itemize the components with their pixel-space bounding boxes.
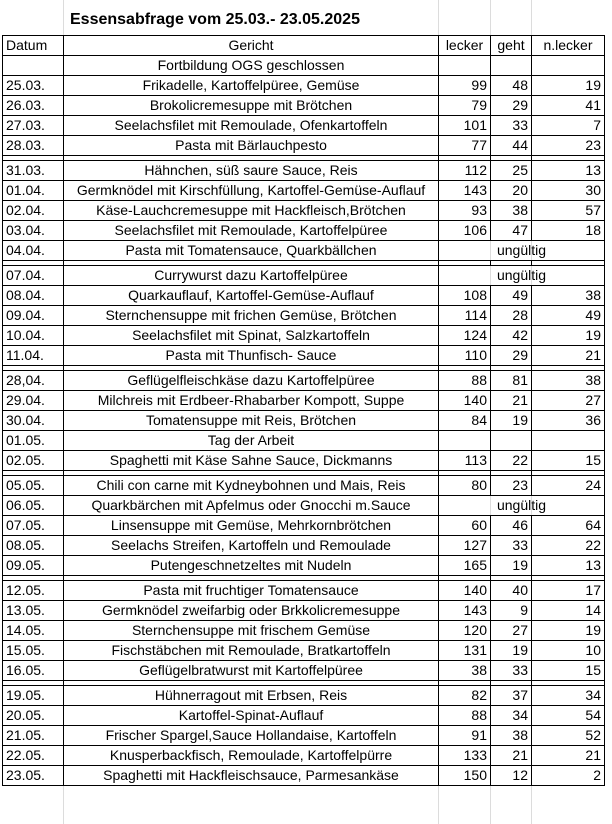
bad-cell[interactable]: 13 <box>532 556 605 576</box>
bad-cell[interactable]: 21 <box>532 346 605 366</box>
good-cell[interactable]: 82 <box>439 686 491 706</box>
meal-cell[interactable]: Milchreis mit Erdbeer-Rhabarber Kompott, Suppe <box>64 391 439 411</box>
ok-cell[interactable]: 19 <box>491 641 532 661</box>
table-row <box>3 451 605 471</box>
header-date[interactable]: Datum <box>3 36 64 56</box>
bad-cell[interactable]: 13 <box>532 161 605 181</box>
table-row <box>3 286 605 306</box>
date-cell[interactable]: 28,04. <box>3 371 64 391</box>
date-cell[interactable]: 04.04. <box>3 241 64 261</box>
ok-cell[interactable]: 37 <box>491 686 532 706</box>
bad-cell[interactable]: 7 <box>532 116 605 136</box>
ok-cell[interactable]: 22 <box>491 451 532 471</box>
meal-cell[interactable]: Pasta mit fruchtiger Tomatensauce <box>64 581 439 601</box>
meal-cell[interactable]: Putengeschnetzeltes mit Nudeln <box>64 556 439 576</box>
ok-cell[interactable]: 33 <box>491 536 532 556</box>
status-cell[interactable]: ungültig <box>439 496 605 516</box>
meal-cell[interactable]: Germknödel zweifarbig oder Brkkolicremesuppe <box>64 601 439 621</box>
date-cell[interactable]: 10.04. <box>3 326 64 346</box>
table-row <box>3 346 605 366</box>
meal-cell[interactable]: Frischer Spargel,Sauce Hollandaise, Kartoffeln <box>64 726 439 746</box>
table-row <box>3 746 605 766</box>
good-cell[interactable]: 101 <box>439 116 491 136</box>
date-cell[interactable]: 01.04. <box>3 181 64 201</box>
date-cell[interactable]: 08.05. <box>3 536 64 556</box>
bad-cell[interactable]: 57 <box>532 201 605 221</box>
date-cell[interactable]: 06.05. <box>3 496 64 516</box>
ok-cell[interactable]: 33 <box>491 661 532 681</box>
meal-cell[interactable]: Knusperbackfisch, Remoulade, Kartoffelpürre <box>64 746 439 766</box>
ok-cell[interactable]: 27 <box>491 621 532 641</box>
ok-cell[interactable]: 20 <box>491 181 532 201</box>
table-row <box>3 116 605 136</box>
date-cell[interactable]: 08.04. <box>3 286 64 306</box>
table-row <box>3 241 605 261</box>
date-cell[interactable]: 09.04. <box>3 306 64 326</box>
date-cell[interactable]: 09.05. <box>3 556 64 576</box>
ok-cell[interactable]: 28 <box>491 306 532 326</box>
meal-cell[interactable]: Hähnchen, süß saure Sauce, Reis <box>64 161 439 181</box>
ok-cell[interactable]: 25 <box>491 161 532 181</box>
meal-cell[interactable]: Quarkbärchen mit Apfelmus oder Gnocchi m.Sauce <box>64 496 439 516</box>
ok-cell[interactable]: 19 <box>491 556 532 576</box>
sheet-title: Essensabfrage vom 25.03.- 23.05.2025 <box>70 11 360 28</box>
table-row <box>3 56 605 76</box>
ok-cell[interactable] <box>491 56 532 76</box>
bad-cell[interactable]: 10 <box>532 641 605 661</box>
table-row <box>3 621 605 641</box>
meal-cell[interactable]: Seelachsfilet mit Remoulade, Kartoffelpüree <box>64 221 439 241</box>
table-row <box>3 516 605 536</box>
bad-cell[interactable]: 64 <box>532 516 605 536</box>
header-bad[interactable]: n.lecker <box>532 36 605 56</box>
note-cell[interactable]: Fortbildung OGS geschlossen <box>64 56 439 76</box>
bad-cell[interactable]: 19 <box>532 76 605 96</box>
date-cell[interactable]: 27.03. <box>3 116 64 136</box>
good-cell[interactable]: 108 <box>439 286 491 306</box>
table-row <box>3 556 605 576</box>
meal-cell[interactable]: Germknödel mit Kirschfüllung, Kartoffel-Gemüse-Auflauf <box>64 181 439 201</box>
good-cell[interactable]: 88 <box>439 706 491 726</box>
ok-cell[interactable]: 38 <box>491 201 532 221</box>
ok-cell[interactable]: 81 <box>491 371 532 391</box>
date-cell[interactable]: 23.05. <box>3 766 64 786</box>
table-row <box>3 661 605 681</box>
meal-cell[interactable]: Spaghetti mit Käse Sahne Sauce, Dickmanns <box>64 451 439 471</box>
meal-cell[interactable]: Sternchensuppe mit frichen Gemüse, Brötchen <box>64 306 439 326</box>
table-row <box>3 641 605 661</box>
ok-cell[interactable]: 21 <box>491 746 532 766</box>
meal-cell[interactable]: Spaghetti mit Hackfleischsauce, Parmesankäse <box>64 766 439 786</box>
table-row <box>3 326 605 346</box>
table-row <box>3 221 605 241</box>
bad-cell[interactable]: 34 <box>532 686 605 706</box>
ok-cell[interactable]: 21 <box>491 391 532 411</box>
date-cell[interactable]: 21.05. <box>3 726 64 746</box>
date-cell[interactable]: 12.05. <box>3 581 64 601</box>
table-row <box>3 371 605 391</box>
good-cell[interactable]: 143 <box>439 181 491 201</box>
good-cell[interactable]: 38 <box>439 661 491 681</box>
date-cell[interactable]: 07.04. <box>3 266 64 286</box>
good-cell[interactable]: 120 <box>439 621 491 641</box>
table-row <box>3 181 605 201</box>
table-row <box>3 496 605 516</box>
bad-cell[interactable]: 19 <box>532 326 605 346</box>
ok-cell[interactable]: 47 <box>491 221 532 241</box>
ok-cell[interactable]: 42 <box>491 326 532 346</box>
ok-cell[interactable]: 44 <box>491 136 532 156</box>
ok-cell[interactable]: 29 <box>491 346 532 366</box>
meal-cell[interactable]: Pasta mit Tomatensauce, Quarkbällchen <box>64 241 439 261</box>
date-cell[interactable]: 25.03. <box>3 76 64 96</box>
ok-cell[interactable]: 9 <box>491 601 532 621</box>
bad-cell[interactable]: 19 <box>532 621 605 641</box>
table-row <box>3 201 605 221</box>
bad-cell[interactable]: 24 <box>532 476 605 496</box>
table-row <box>3 601 605 621</box>
table-row <box>3 726 605 746</box>
meal-cell[interactable]: Tomatensuppe mit Reis, Brötchen <box>64 411 439 431</box>
date-cell[interactable]: 05.05. <box>3 476 64 496</box>
table-row <box>3 411 605 431</box>
good-cell[interactable]: 91 <box>439 726 491 746</box>
good-cell[interactable]: 150 <box>439 766 491 786</box>
date-cell[interactable]: 26.03. <box>3 96 64 116</box>
ok-cell[interactable]: 12 <box>491 766 532 786</box>
meal-cell[interactable]: Brokolicremesuppe mit Brötchen <box>64 96 439 116</box>
meal-cell[interactable]: Frikadelle, Kartoffelpüree, Gemüse <box>64 76 439 96</box>
ok-cell[interactable]: 38 <box>491 726 532 746</box>
bad-cell[interactable]: 14 <box>532 601 605 621</box>
header-meal[interactable]: Gericht <box>64 36 439 56</box>
date-cell[interactable]: 02.04. <box>3 201 64 221</box>
ok-cell[interactable]: 48 <box>491 76 532 96</box>
bad-cell[interactable]: 30 <box>532 181 605 201</box>
meal-cell[interactable]: Geflügelbratwurst mit Kartoffelpüree <box>64 661 439 681</box>
ok-cell[interactable]: 33 <box>491 116 532 136</box>
good-cell[interactable]: 88 <box>439 371 491 391</box>
bad-cell[interactable]: 21 <box>532 746 605 766</box>
date-cell[interactable]: 20.05. <box>3 706 64 726</box>
good-cell[interactable]: 84 <box>439 411 491 431</box>
date-cell[interactable]: 19.05. <box>3 686 64 706</box>
date-cell[interactable]: 07.05. <box>3 516 64 536</box>
ok-cell[interactable]: 46 <box>491 516 532 536</box>
date-cell[interactable]: 03.04. <box>3 221 64 241</box>
good-cell[interactable]: 127 <box>439 536 491 556</box>
table-row <box>3 266 605 286</box>
date-cell[interactable]: 31.03. <box>3 161 64 181</box>
table-row <box>3 391 605 411</box>
bad-cell[interactable]: 54 <box>532 706 605 726</box>
table-row <box>3 136 605 156</box>
bad-cell[interactable]: 27 <box>532 391 605 411</box>
meal-cell[interactable]: Kartoffel-Spinat-Auflauf <box>64 706 439 726</box>
table-row <box>3 686 605 706</box>
meal-cell[interactable]: Pasta mit Thunfisch- Sauce <box>64 346 439 366</box>
meal-cell[interactable]: Currywurst dazu Kartoffelpüree <box>64 266 439 286</box>
good-cell[interactable]: 124 <box>439 326 491 346</box>
good-cell[interactable]: 110 <box>439 346 491 366</box>
bad-cell[interactable]: 38 <box>532 286 605 306</box>
date-cell[interactable]: 30.04. <box>3 411 64 431</box>
good-cell[interactable]: 60 <box>439 516 491 536</box>
table-row <box>3 581 605 601</box>
ok-cell[interactable]: 49 <box>491 286 532 306</box>
bad-cell[interactable] <box>532 431 605 451</box>
meal-cell[interactable]: Seelachs Streifen, Kartoffeln und Remoulade <box>64 536 439 556</box>
good-cell[interactable] <box>439 56 491 76</box>
status-cell[interactable]: ungültig <box>439 241 605 261</box>
bad-cell[interactable]: 41 <box>532 96 605 116</box>
date-cell[interactable]: 14.05. <box>3 621 64 641</box>
good-cell[interactable] <box>439 431 491 451</box>
date-cell[interactable]: 13.05. <box>3 601 64 621</box>
bad-cell[interactable]: 38 <box>532 371 605 391</box>
ok-cell[interactable]: 23 <box>491 476 532 496</box>
bad-cell[interactable]: 15 <box>532 661 605 681</box>
table-row <box>3 161 605 181</box>
bad-cell[interactable]: 22 <box>532 536 605 556</box>
good-cell[interactable]: 133 <box>439 746 491 766</box>
table-row <box>3 76 605 96</box>
meal-survey-table <box>2 35 605 786</box>
bad-cell[interactable]: 18 <box>532 221 605 241</box>
bad-cell[interactable]: 15 <box>532 451 605 471</box>
header-row <box>3 36 605 56</box>
meal-cell[interactable]: Chili con carne mit Kydneybohnen und Mais, Reis <box>64 476 439 496</box>
bad-cell[interactable]: 49 <box>532 306 605 326</box>
table-row <box>3 766 605 786</box>
date-cell[interactable]: 28.03. <box>3 136 64 156</box>
good-cell[interactable]: 114 <box>439 306 491 326</box>
table-row <box>3 306 605 326</box>
status-cell[interactable]: ungültig <box>439 266 605 286</box>
date-cell[interactable]: 22.05. <box>3 746 64 766</box>
good-cell[interactable]: 93 <box>439 201 491 221</box>
bad-cell[interactable] <box>532 56 605 76</box>
table-row <box>3 476 605 496</box>
ok-cell[interactable]: 34 <box>491 706 532 726</box>
meal-cell[interactable]: Sternchensuppe mit frischem Gemüse <box>64 621 439 641</box>
ok-cell[interactable]: 29 <box>491 96 532 116</box>
meal-cell[interactable]: Seelachsfilet mit Spinat, Salzkartoffeln <box>64 326 439 346</box>
date-cell[interactable]: 01.05. <box>3 431 64 451</box>
meal-cell[interactable]: Pasta mit Bärlauchpesto <box>64 136 439 156</box>
table-row <box>3 536 605 556</box>
bad-cell[interactable]: 36 <box>532 411 605 431</box>
bad-cell[interactable]: 23 <box>532 136 605 156</box>
good-cell[interactable]: 131 <box>439 641 491 661</box>
header-good[interactable]: lecker <box>439 36 491 56</box>
date-cell[interactable] <box>3 56 64 76</box>
ok-cell[interactable]: 19 <box>491 411 532 431</box>
good-cell[interactable]: 113 <box>439 451 491 471</box>
bad-cell[interactable]: 52 <box>532 726 605 746</box>
meal-cell[interactable]: Fischstäbchen mit Remoulade, Bratkartoffeln <box>64 641 439 661</box>
date-cell[interactable]: 29.04. <box>3 391 64 411</box>
meal-cell[interactable]: Quarkauflauf, Kartoffel-Gemüse-Auflauf <box>64 286 439 306</box>
table-row <box>3 431 605 451</box>
bad-cell[interactable]: 17 <box>532 581 605 601</box>
meal-cell[interactable]: Geflügelfleischkäse dazu Kartoffelpüree <box>64 371 439 391</box>
good-cell[interactable]: 99 <box>439 76 491 96</box>
meal-cell[interactable]: Hühnerragout mit Erbsen, Reis <box>64 686 439 706</box>
meal-cell[interactable]: Tag der Arbeit <box>64 431 439 451</box>
good-cell[interactable]: 165 <box>439 556 491 576</box>
ok-cell[interactable]: 40 <box>491 581 532 601</box>
ok-cell[interactable] <box>491 431 532 451</box>
date-cell[interactable]: 02.05. <box>3 451 64 471</box>
good-cell[interactable]: 140 <box>439 581 491 601</box>
good-cell[interactable]: 143 <box>439 601 491 621</box>
meal-cell[interactable]: Linsensuppe mit Gemüse, Mehrkornbrötchen <box>64 516 439 536</box>
good-cell[interactable]: 140 <box>439 391 491 411</box>
good-cell[interactable]: 112 <box>439 161 491 181</box>
good-cell[interactable]: 79 <box>439 96 491 116</box>
meal-cell[interactable]: Seelachsfilet mit Remoulade, Ofenkartoffeln <box>64 116 439 136</box>
header-ok[interactable]: geht <box>491 36 532 56</box>
good-cell[interactable]: 77 <box>439 136 491 156</box>
table-row <box>3 706 605 726</box>
good-cell[interactable]: 80 <box>439 476 491 496</box>
meal-cell[interactable]: Käse-Lauchcremesuppe mit Hackfleisch,Brötchen <box>64 201 439 221</box>
table-row <box>3 96 605 116</box>
bad-cell[interactable]: 2 <box>532 766 605 786</box>
date-cell[interactable]: 15.05. <box>3 641 64 661</box>
date-cell[interactable]: 11.04. <box>3 346 64 366</box>
good-cell[interactable]: 106 <box>439 221 491 241</box>
table-body <box>3 36 605 786</box>
date-cell[interactable]: 16.05. <box>3 661 64 681</box>
